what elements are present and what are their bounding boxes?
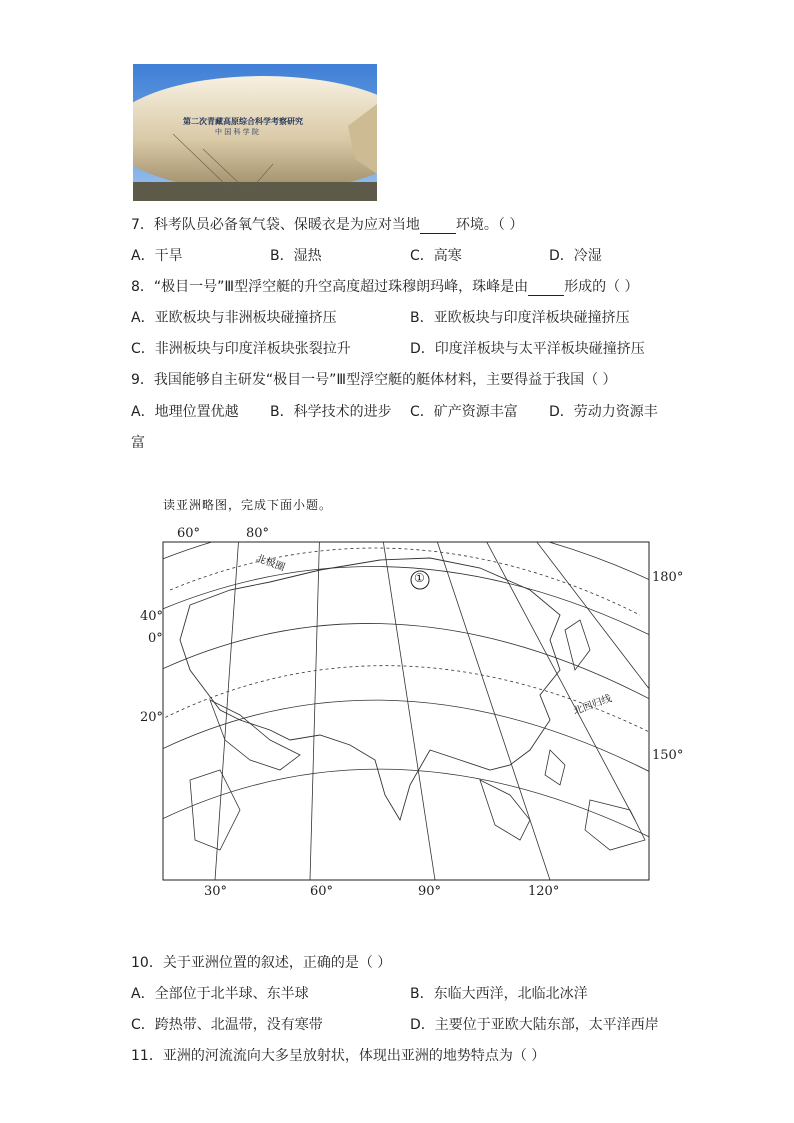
question-stem-end: 形成的（ ） <box>564 279 639 295</box>
question-stem-end: 环境。（ ） <box>455 217 524 233</box>
label-tropic-cancer: 北回归线 <box>572 693 614 718</box>
banner-line2: 中 国 科 学 院 <box>215 128 259 136</box>
option-b: B．东临大西洋，北临北冰洋 <box>410 986 588 1002</box>
map-caption: 读亚洲略图，完成下面小题。 <box>163 498 333 512</box>
marker-label: ① <box>414 571 425 585</box>
question-11 <box>131 1045 545 1065</box>
question-number: 11． <box>131 1048 163 1064</box>
option-c: C．矿产资源丰富 <box>410 404 518 420</box>
question-stem: 我国能够自主研发“极目一号”Ⅲ型浮空艇的艇体材料，主要得益于我国（ ） <box>153 372 617 388</box>
option-d: D．主要位于亚欧大陆东部，太平洋西岸 <box>410 1017 659 1033</box>
label-lon60: 60° <box>310 884 334 899</box>
question-stem: 关于亚洲位置的叙述，正确的是（ ） <box>162 955 392 971</box>
question-stem: “极目一号”Ⅲ型浮空艇的升空高度超过珠穆朗玛峰，珠峰是由 <box>153 279 529 295</box>
label-lon30: 30° <box>204 884 228 899</box>
question-9 <box>131 369 617 389</box>
option-a: A．干旱 <box>131 248 183 264</box>
question-stem: 科考队员必备氧气袋、保暖衣是为应对当地 <box>153 217 420 233</box>
label-lon80-top: 80° <box>246 526 270 541</box>
option-a: A．全部位于北半球、东半球 <box>131 986 309 1002</box>
option-d: D．印度洋板块与太平洋板块碰撞挤压 <box>410 341 645 357</box>
option-a: A．地理位置优越 <box>131 404 239 420</box>
option-a: A．亚欧板块与非洲板块碰撞挤压 <box>131 310 337 326</box>
asia-map <box>130 520 690 910</box>
option-d-continued: 富 <box>131 435 145 451</box>
label-arctic-circle: 北极圈 <box>254 553 287 574</box>
label-lat40: 40° <box>140 609 164 624</box>
option-b: B．亚欧板块与印度洋板块碰撞挤压 <box>410 310 630 326</box>
label-lon150: 150° <box>652 748 684 763</box>
banner-line1: 第二次青藏高原综合科学考察研究 <box>183 117 303 126</box>
label-lon180: 180° <box>652 570 684 585</box>
question-number: 7． <box>131 217 154 233</box>
question-stem: 亚洲的河流流向大多呈放射状，体现出亚洲的地势特点为（ ） <box>162 1048 546 1064</box>
option-d: D．劳动力资源丰 <box>549 404 658 420</box>
airship-photo <box>133 64 377 201</box>
option-c: C．跨热带、北温带，没有寒带 <box>131 1017 323 1033</box>
label-lat0: 0° <box>148 631 163 646</box>
option-c: C．高寒 <box>410 248 462 264</box>
question-7 <box>131 214 523 234</box>
label-lon90: 90° <box>418 884 442 899</box>
question-number: 8． <box>131 279 154 295</box>
question-10 <box>131 952 391 972</box>
question-8 <box>131 276 639 296</box>
option-b: B．湿热 <box>270 248 322 264</box>
label-lon120: 120° <box>528 884 560 899</box>
label-lon60-top: 60° <box>177 526 201 541</box>
label-lat20: 20° <box>140 710 164 725</box>
answer-blank <box>420 219 456 234</box>
answer-blank <box>528 281 564 296</box>
asia-map-graphic <box>130 520 690 910</box>
question-number: 9． <box>131 372 154 388</box>
question-number: 10． <box>131 955 163 971</box>
option-c: C．非洲板块与印度洋板块张裂拉升 <box>131 341 351 357</box>
option-d: D．冷湿 <box>549 248 602 264</box>
option-b: B．科学技术的进步 <box>270 404 392 420</box>
